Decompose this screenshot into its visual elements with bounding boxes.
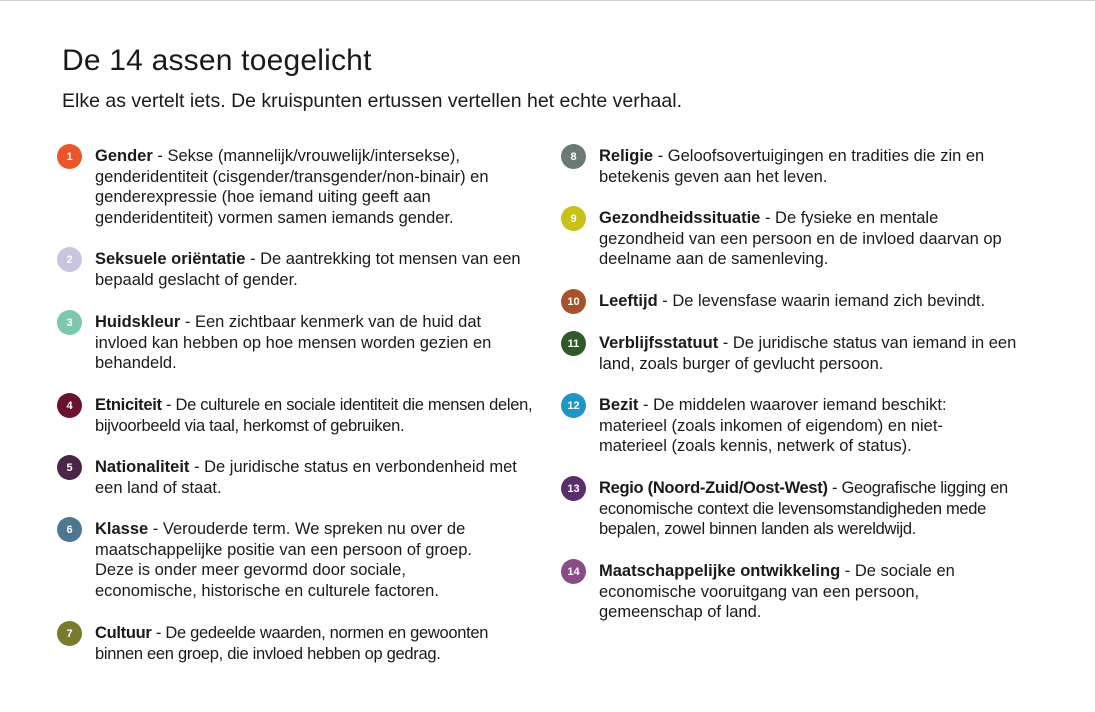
- item-text: [95, 395, 537, 436]
- item-description: - De juridische status en verbondenheid met een land of staat.: [95, 458, 517, 497]
- number-badge: 14: [561, 559, 586, 584]
- item-text: [599, 478, 1043, 540]
- list-item-cultuur: [57, 623, 537, 664]
- list-item-nationaliteit: [57, 457, 537, 498]
- item-description: - Geografische ligging en economische context die levensomstandigheden mede bepalen, zowel binnen landen als wereldwijd.: [599, 479, 1008, 538]
- item-description: - De gedeelde waarden, normen en gewoonten binnen een groep, die invloed hebben op gedrag.: [95, 624, 489, 663]
- list-item-leeftijd: [561, 291, 1041, 314]
- item-text: [599, 395, 999, 457]
- list-item-seksuele-orientatie: [57, 249, 537, 290]
- item-text: [599, 208, 1026, 270]
- top-divider: [0, 0, 1095, 1]
- item-term: Religie: [599, 147, 654, 165]
- item-term: Maatschappelijke ontwikkeling: [599, 562, 841, 580]
- list-item-gender: [57, 146, 535, 228]
- page-title: De 14 assen toegelicht: [62, 44, 372, 77]
- list-item-maatschappelijke-ontwikkeling: [561, 561, 996, 623]
- item-text: [599, 561, 996, 623]
- number-badge: 4: [57, 393, 82, 418]
- number-badge: 2: [57, 247, 82, 272]
- item-term: Nationaliteit: [95, 458, 190, 476]
- item-text: [95, 312, 537, 374]
- number-badge: 8: [561, 144, 586, 169]
- number-badge: 10: [561, 289, 586, 314]
- number-badge: 1: [57, 144, 82, 169]
- page-subtitle: Elke as vertelt iets. De kruispunten ertussen vertellen het echte verhaal.: [62, 90, 682, 112]
- item-description: - De sociale en economische vooruitgang van een persoon, gemeenschap of land.: [599, 562, 955, 621]
- item-text: [599, 146, 1031, 187]
- number-badge: 3: [57, 310, 82, 335]
- item-term: Verblijfsstatuut: [599, 334, 719, 352]
- number-badge: 12: [561, 393, 586, 418]
- item-term: Gender: [95, 147, 153, 165]
- list-item-verblijfsstatuut: [561, 333, 1031, 374]
- item-description: - De fysieke en mentale gezondheid van een persoon en de invloed daarvan op deelname aan de samenleving.: [599, 209, 1002, 268]
- item-text: [95, 457, 537, 498]
- item-term: Etniciteit: [95, 396, 162, 414]
- item-description: - De levensfase waarin iemand zich bevindt.: [657, 292, 986, 310]
- number-badge: 11: [561, 331, 586, 356]
- item-term: Leeftijd: [599, 292, 658, 310]
- number-badge: 6: [57, 517, 82, 542]
- item-term: Klasse: [95, 520, 149, 538]
- item-description: - De culturele en sociale identiteit die mensen delen, bijvoorbeeld via taal, herkomst of gebruiken.: [95, 396, 533, 435]
- item-description: - De aantrekking tot mensen van een bepaald geslacht of gender.: [95, 250, 521, 289]
- item-term: Huidskleur: [95, 313, 181, 331]
- item-text: [599, 333, 1031, 374]
- item-description: - De middelen waarover iemand beschikt: materieel (zoals inkomen of eigendom) en niet-materieel (zoals kennis, netwerk of status).: [599, 396, 947, 455]
- list-item-religie: [561, 146, 1031, 187]
- number-badge: 5: [57, 455, 82, 480]
- number-badge: 9: [561, 206, 586, 231]
- list-item-klasse: [57, 519, 502, 601]
- item-term: Seksuele oriëntatie: [95, 250, 246, 268]
- list-item-bezit: [561, 395, 999, 457]
- number-badge: 13: [561, 476, 586, 501]
- list-item-huidskleur: [57, 312, 537, 374]
- item-description: - De juridische status van iemand in een land, zoals burger of gevlucht persoon.: [599, 334, 1017, 373]
- item-description: - Sekse (mannelijk/vrouwelijk/intersekse), genderidentiteit (cisgender/transgender/non-binair) en genderexpressie (hoe iemand uiting geeft aan genderidentiteit) vormen samen iemands gender.: [95, 147, 489, 227]
- item-description: - Verouderde term. We spreken nu over de maatschappelijke positie van een persoon of groep. Deze is onder meer gevormd door sociale, economische, historische en culturele factoren.: [95, 520, 472, 600]
- item-description: - Een zichtbaar kenmerk van de huid dat invloed kan hebben op hoe mensen worden gezien en behandeld.: [95, 313, 492, 372]
- item-text: [599, 291, 985, 312]
- item-text: [95, 623, 537, 664]
- item-text: [95, 249, 537, 290]
- item-text: [95, 519, 502, 601]
- list-item-regio: [561, 478, 1043, 540]
- item-term: Regio (Noord-Zuid/Oost-West): [599, 479, 828, 497]
- number-badge: 7: [57, 621, 82, 646]
- item-term: Gezondheidssituatie: [599, 209, 761, 227]
- item-term: Cultuur: [95, 624, 152, 642]
- item-term: Bezit: [599, 396, 639, 414]
- item-text: [95, 146, 535, 228]
- item-description: - Geloofsovertuigingen en tradities die zin en betekenis geven aan het leven.: [599, 147, 985, 186]
- list-item-etniciteit: [57, 395, 537, 436]
- list-item-gezondheidssituatie: [561, 208, 1026, 270]
